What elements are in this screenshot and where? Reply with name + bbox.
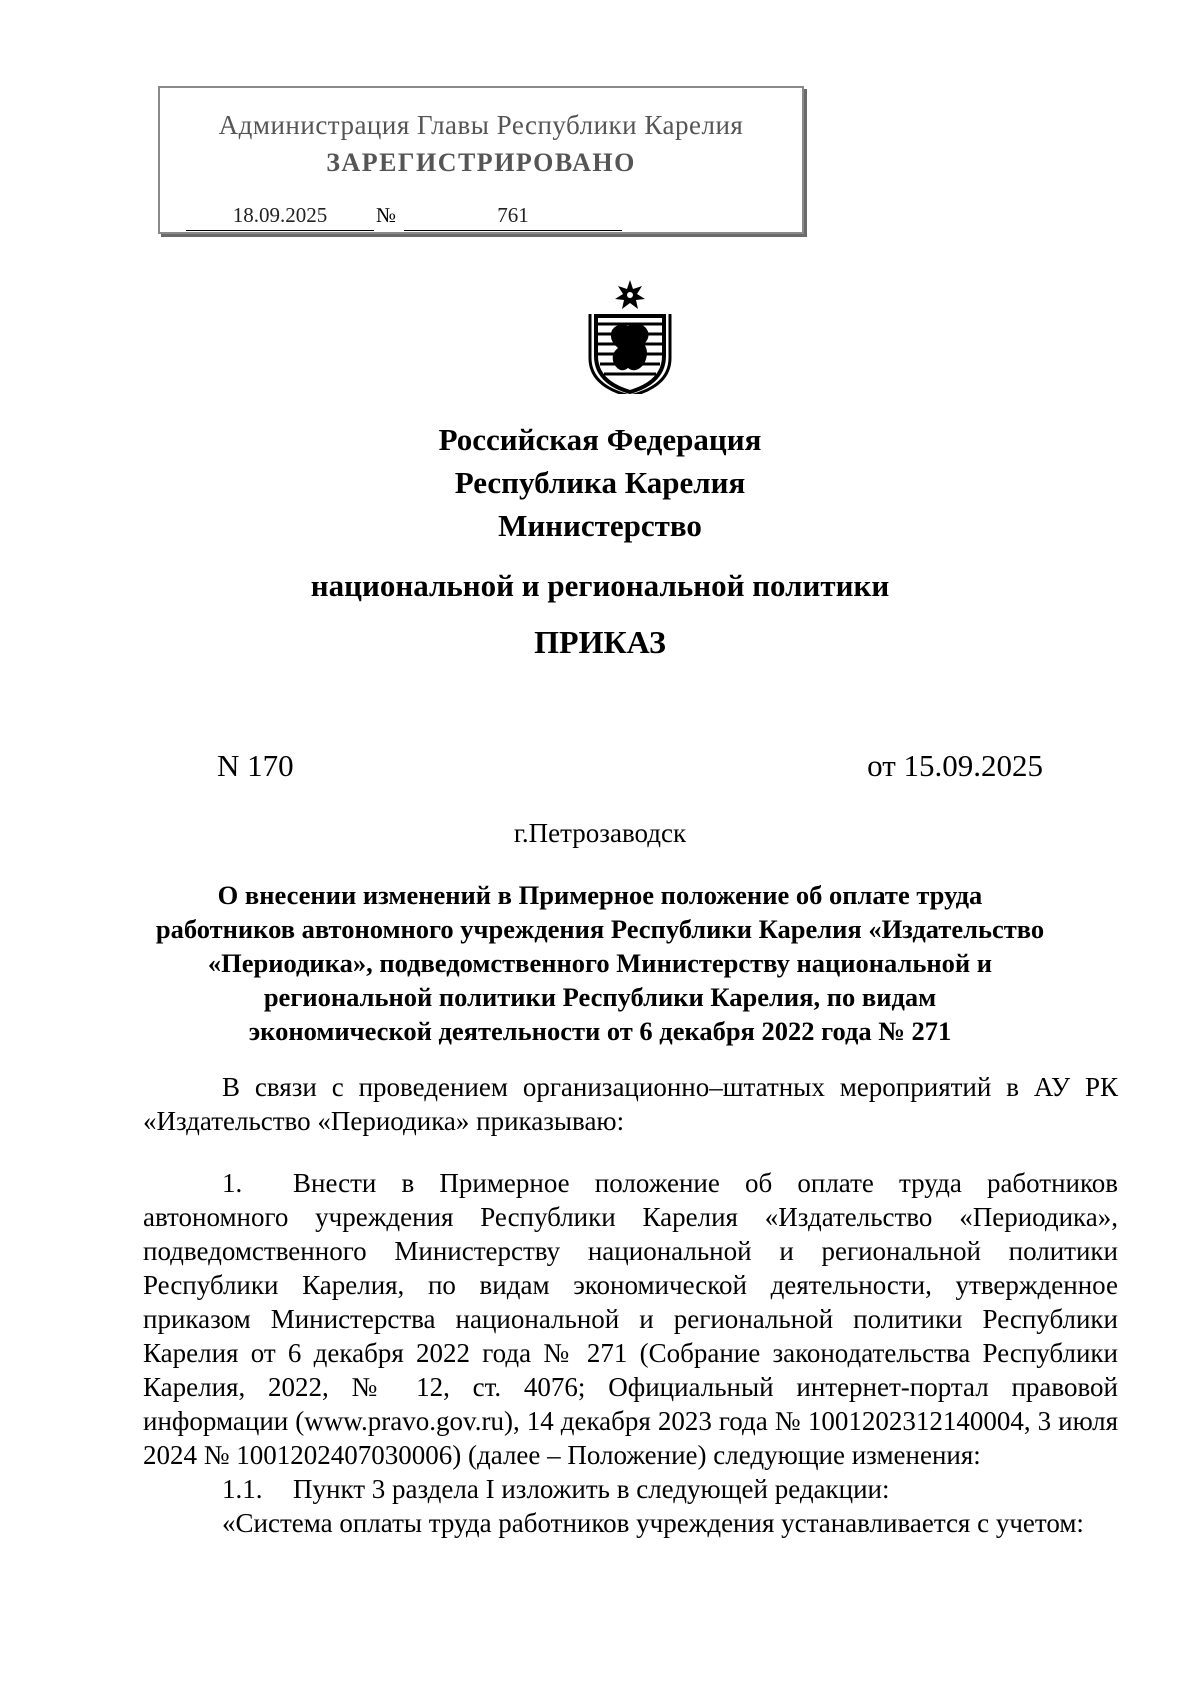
item-1-text: Внести в Примерное положение об оплате труда работников автономного учреждения Республики Карелия «Издательство «Периодика», подведомственного Министерству национальной и региональной политики Республики Карелия, по видам экономической деятельности, утвержденное приказом Министерства национальной и региональной политики Республики Карелия от 6 декабря 2022 года № 271 (Собрание законодательства Республики Карелия, 2022, № 12, ст. 4076; Официальный интернет-портал правовой информации (www.pravo.gov.ru), 14 декабря 2023 года № 1001202312140004, 3 июля 2024 № 1001202407030006) (далее – Положение) следующие изменения:	[143, 1168, 1118, 1470]
stamp-organization: Администрация Главы Республики Карелия	[218, 110, 744, 140]
item-1-1-text: Пункт 3 раздела I изложить в следующей редакции:	[293, 1474, 890, 1504]
order-title	[140, 878, 1060, 1048]
intro-paragraph: В связи с проведением организационно–штатных мероприятий в АУ РК «Издательство «Периодика» приказываю:	[143, 1072, 1118, 1136]
karelia-coat-of-arms-icon	[584, 278, 676, 394]
quote-paragraph: «Система оплаты труда работников учреждения устанавливается с учетом:	[222, 1508, 1084, 1538]
title-line: работников автономного учреждения Республики Карелия «Издательство	[155, 914, 1045, 944]
header-country: Российская Федерация	[438, 422, 762, 457]
order-date: от 15.09.2025	[867, 748, 1043, 783]
item-1-1-paragraph	[143, 1472, 1118, 1506]
stamp-number-sign: №	[376, 203, 397, 227]
title-line: региональной политики Республики Карелия, по видам	[263, 982, 937, 1012]
header-ministry-line2: национальной и региональной политики	[310, 568, 890, 603]
registration-stamp	[158, 86, 804, 234]
stamp-number: 761	[404, 200, 622, 231]
stamp-date: 18.09.2025	[186, 200, 374, 231]
title-line: экономической деятельности от 6 декабря 2022 года № 271	[248, 1016, 952, 1046]
header-ministry-line1: Министерство	[498, 508, 702, 543]
stamp-status: ЗАРЕГИСТРИРОВАНО	[326, 148, 636, 177]
order-city: г.Петрозаводск	[513, 818, 687, 848]
doc-type: ПРИКАЗ	[534, 624, 666, 660]
title-line: О внесении изменений в Примерное положение об оплате труда	[217, 880, 983, 910]
title-line: «Периодика», подведомственного Министерству национальной и	[207, 948, 993, 978]
item-1-1-number: 1.1.	[222, 1474, 263, 1504]
header-republic: Республика Карелия	[454, 465, 746, 500]
order-number: N 170	[217, 748, 294, 783]
item-1-paragraph	[143, 1166, 1118, 1472]
item-1-number: 1.	[222, 1168, 243, 1198]
